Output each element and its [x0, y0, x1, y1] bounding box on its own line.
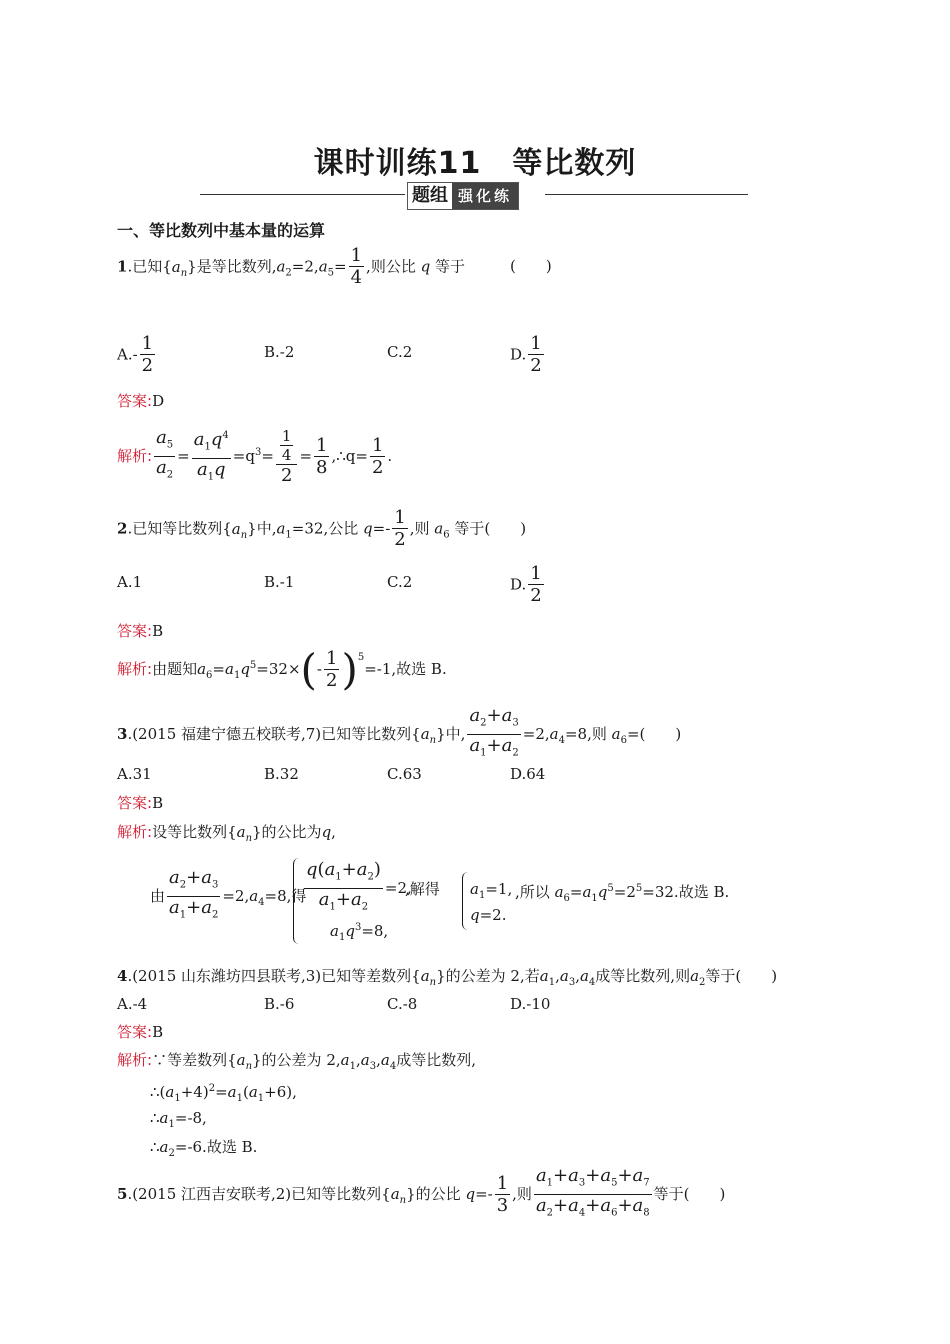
question-4-stem: 4.(2015 山东潍坊四县联考,3)已知等差数列$\{a_n\}$的公差为 2,若$a_1,a_3,a_4$成等比数列,则$a_2$等于( ) [117, 967, 778, 988]
q3-option-c: C.63 [387, 765, 422, 783]
section-title: 一、等比数列中基本量的运算 [117, 221, 326, 240]
q2-answer: 答案:B [117, 622, 164, 640]
q1-option-c: C.2 [387, 343, 413, 361]
q4-answer: 答案:B [117, 1023, 164, 1041]
q3-solution-1: $a_1=1$, [470, 880, 513, 901]
badge-part1: 题组 [408, 183, 452, 209]
q4-option-a: A.-4 [117, 995, 148, 1013]
q4-analysis-line3: $\therefore a_1=-8$, [150, 1109, 207, 1130]
q4-analysis-line4: $\therefore a_2=-6$.故选 B. [150, 1138, 258, 1159]
q2-option-c: C.2 [387, 573, 413, 591]
q3-system-eq1: $\frac{q(a_1+a_2)}{a_1+a_2}$ =2, [306, 859, 412, 913]
question-5-stem: 5.(2015 江西吉安联考,2)已知等比数列$\{a_n\}$的公比 q=- $\frac{1}{3}$ ,则 $\frac{a_1+a_3+a_5+a_7}{a_2+a_4+a_6+a_8}$ 等于( ) [117, 1165, 726, 1219]
q3-option-a: A.31 [117, 765, 152, 783]
q3-option-b: B.32 [264, 765, 299, 783]
q3-solution-2: q=2. [470, 906, 507, 924]
q3-system-brace [293, 858, 302, 944]
q4-option-b: B.-6 [264, 995, 295, 1013]
q1-option-d: D. $\frac{1}{2}$ [510, 333, 542, 376]
badge-part2: 强化练 [452, 183, 518, 209]
page-title: 课时训练11 等比数列 [313, 146, 637, 181]
q4-analysis-line1: 解析:∵等差数列$\{a_n\}$的公差为 $2,a_1,a_3,a_4$成等比数列, [117, 1051, 476, 1072]
q3-system-eq2: $a_1q^3=8$, [330, 922, 389, 943]
q1-answer: 答案:D [117, 392, 165, 410]
q3-answer: 答案:B [117, 794, 164, 812]
q3-analysis-line2: 由 $\frac{a_2+a_3}{a_1+a_2}$ $=2,a_4=8$,得 [150, 867, 307, 921]
question-3-stem: 3.(2015 福建宁德五校联考,7)已知等比数列$\{a_n\}$中, $\frac{a_2+a_3}{a_1+a_2}$ $=2,a_4=8$,则 $a_6=$( ) [117, 705, 682, 759]
question-1-stem: 1.已知$\{a_n\}$是等比数列$,a_2=2,a_5=$ $\frac{1}{4}$ ,则公比 q 等于 [117, 245, 466, 288]
q1-analysis: 解析: $\frac{a_5}{a_2}$ = $\frac{a_1q^4}{a_1q}$ $=q^3=$ $\frac{\frac{1}{4}}{2}$ = $\frac{1}{8}$ ,∴q= $\frac{1}{2}$ . [117, 427, 393, 487]
title-rule-left [200, 194, 405, 195]
q3-analysis-line1: 解析:设等比数列$\{a_n\}$的公比为q, [117, 823, 336, 844]
q4-analysis-line2: $\therefore(a_1+4)^2=a_1(a_1+6)$, [150, 1083, 297, 1104]
title-badge [407, 182, 519, 210]
q3-option-d: D.64 [510, 765, 546, 783]
q2-analysis: 解析:由题知$a_6=a_1q^5=32\times(-$ $\frac{1}{2}$ )$^5$=-1,故选 B. [117, 645, 447, 694]
question-2-stem: 2.已知等比数列$\{a_n\}$中$,a_1=32$,公比 q=- $\frac{1}{2}$ ,则 $a_6$ 等于( ) [117, 507, 527, 550]
q4-option-d: D.-10 [510, 995, 551, 1013]
q2-option-b: B.-1 [264, 573, 295, 591]
q3-conclusion: ,所以 $a_6=a_1q^5=2^5=32$.故选 B. [515, 883, 730, 904]
q2-option-a: A.1 [117, 573, 143, 591]
title-rule-right [545, 194, 748, 195]
q3-solve-label: ,解得 [405, 880, 440, 898]
q1-option-b: B.-2 [264, 343, 295, 361]
q2-option-d: D. $\frac{1}{2}$ [510, 563, 542, 606]
question-1-paren: ( ) [510, 257, 552, 275]
q4-option-c: C.-8 [387, 995, 418, 1013]
q1-option-a: A.- $\frac{1}{2}$ [117, 333, 154, 376]
